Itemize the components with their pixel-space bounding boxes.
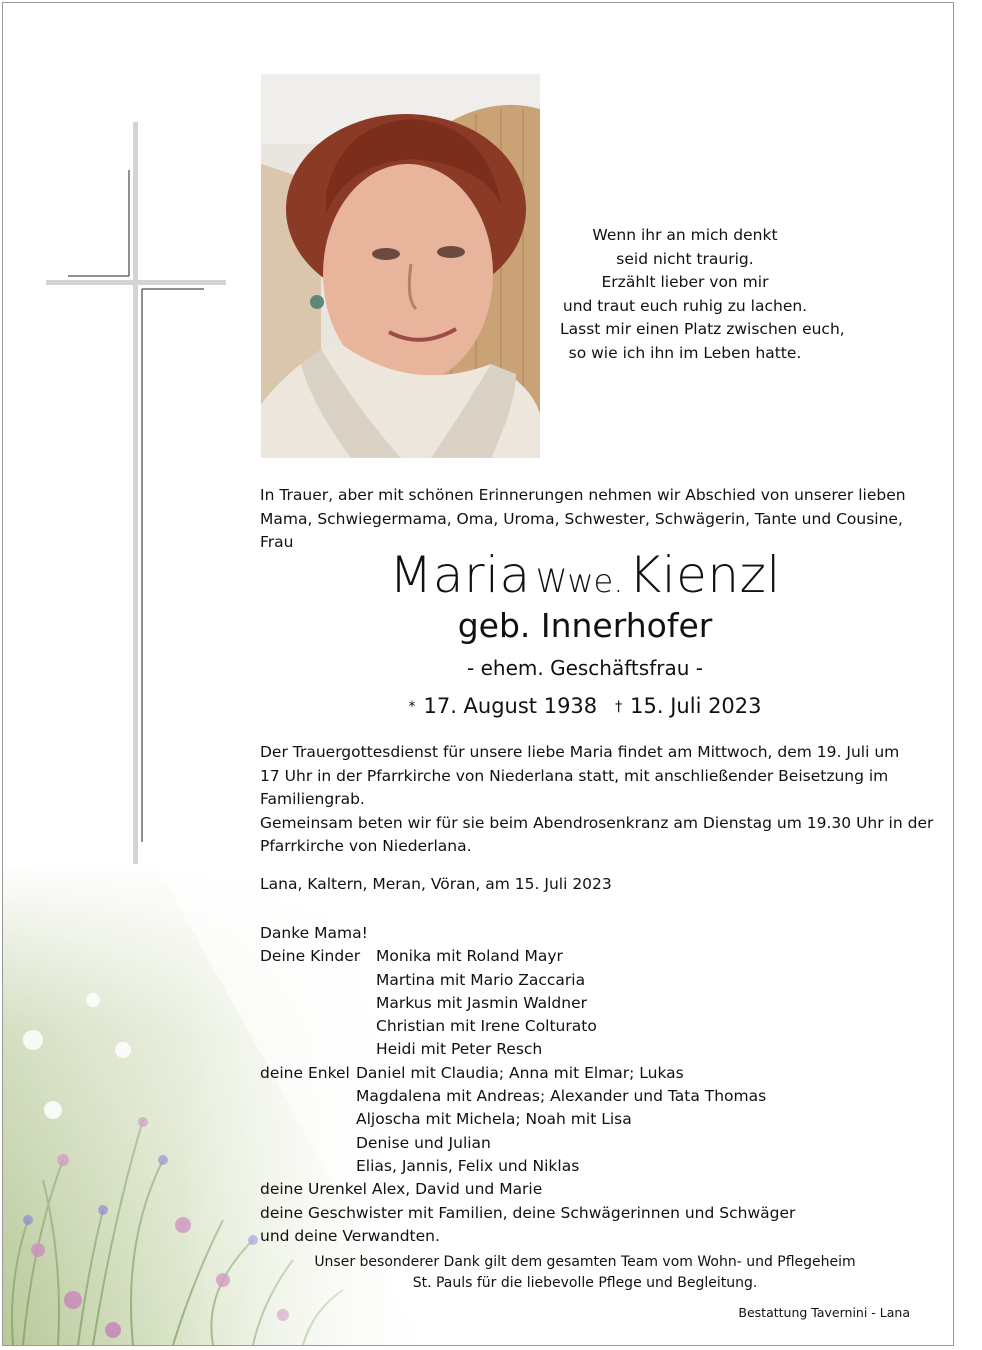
cross-icon	[0, 0, 260, 900]
child-entry: Christian mit Irene Colturato	[376, 1017, 597, 1036]
portrait-photo	[261, 74, 540, 458]
mourners-list	[260, 922, 910, 1248]
last-name: Kienzl	[628, 546, 781, 604]
widow-title: Wwe.	[535, 562, 624, 600]
poem-line: Lasst mir einen Platz zwischen euch,	[560, 320, 845, 338]
service-line: Familiengrab.	[260, 790, 365, 808]
place-date: Lana, Kaltern, Meran, Vöran, am 15. Juli 2023	[260, 875, 612, 893]
intro-text	[260, 484, 920, 555]
first-name: Maria	[389, 546, 531, 604]
occupation: - ehem. Geschäftsfrau -	[467, 656, 703, 680]
undertaker: Bestattung Tavernini - Lana	[738, 1305, 910, 1320]
grandchild-entry: Elias, Jannis, Felix und Niklas	[356, 1156, 580, 1175]
intro-line: Frau	[260, 533, 294, 551]
birth-date: 17. August 1938	[423, 694, 598, 718]
poem-line: seid nicht traurig.	[616, 249, 754, 268]
death-cross-icon: †	[615, 699, 623, 715]
death-date: 15. Juli 2023	[630, 694, 762, 718]
service-info	[260, 741, 934, 859]
maiden-name: geb. Innerhofer	[457, 606, 713, 645]
grandchildren-label: deine Enkel	[260, 1063, 350, 1082]
children-label: Deine Kinder	[260, 947, 361, 966]
relatives: und deine Verwandten.	[260, 1226, 440, 1245]
grandchild-entry: Aljoscha mit Michela; Noah mit Lisa	[356, 1110, 632, 1129]
service-line: Pfarrkirche von Niederlana.	[260, 837, 472, 855]
thanks-note	[260, 1252, 910, 1294]
poem-line: Wenn ihr an mich denkt	[592, 226, 778, 244]
siblings: deine Geschwister mit Familien, deine Schwägerinnen und Schwäger	[260, 1203, 796, 1222]
child-entry: Heidi mit Peter Resch	[376, 1040, 543, 1059]
great-grandchildren: deine Urenkel Alex, David und Marie	[260, 1180, 543, 1199]
birth-star-icon: *	[408, 699, 416, 715]
grandchild-entry: Denise und Julian	[356, 1133, 491, 1152]
service-line: Der Trauergottesdienst für unsere liebe Maria findet am Mittwoch, dem 19. Juli um	[260, 743, 900, 761]
intro-line: Mama, Schwiegermama, Oma, Uroma, Schwester, Schwägerin, Tante und Cousine,	[260, 509, 903, 528]
life-dates	[260, 694, 910, 718]
thanks-line: Unser besonderer Dank gilt dem gesamten Team vom Wohn- und Pflegeheim	[314, 1254, 856, 1270]
service-line: Gemeinsam beten wir für sie beim Abendrosenkranz am Dienstag um 19.30 Uhr in der	[260, 813, 934, 832]
child-entry: Markus mit Jasmin Waldner	[376, 993, 587, 1012]
child-entry: Monika mit Roland Mayr	[376, 947, 563, 966]
grandchild-entry: Magdalena mit Andreas; Alexander und Tata Thomas	[356, 1087, 767, 1106]
thanks-line: St. Pauls für die liebevolle Pflege und Begleitung.	[412, 1275, 758, 1291]
poem-line: so wie ich ihn im Leben hatte.	[568, 343, 802, 362]
child-entry: Martina mit Mario Zaccaria	[376, 970, 586, 989]
grandchild-entry: Daniel mit Claudia; Anna mit Elmar; Lukas	[356, 1063, 684, 1082]
greeting: Danke Mama!	[260, 924, 368, 942]
intro-line: In Trauer, aber mit schönen Erinnerungen nehmen wir Abschied von unserer lieben	[260, 486, 906, 504]
poem-line: und traut euch ruhig zu lachen.	[562, 296, 808, 315]
poem-line: Erzählt lieber von mir	[601, 273, 769, 291]
poem	[560, 224, 845, 365]
deceased-name	[260, 546, 910, 604]
service-line: 17 Uhr in der Pfarrkirche von Niederlana statt, mit anschließender Beisetzung im	[260, 766, 889, 785]
